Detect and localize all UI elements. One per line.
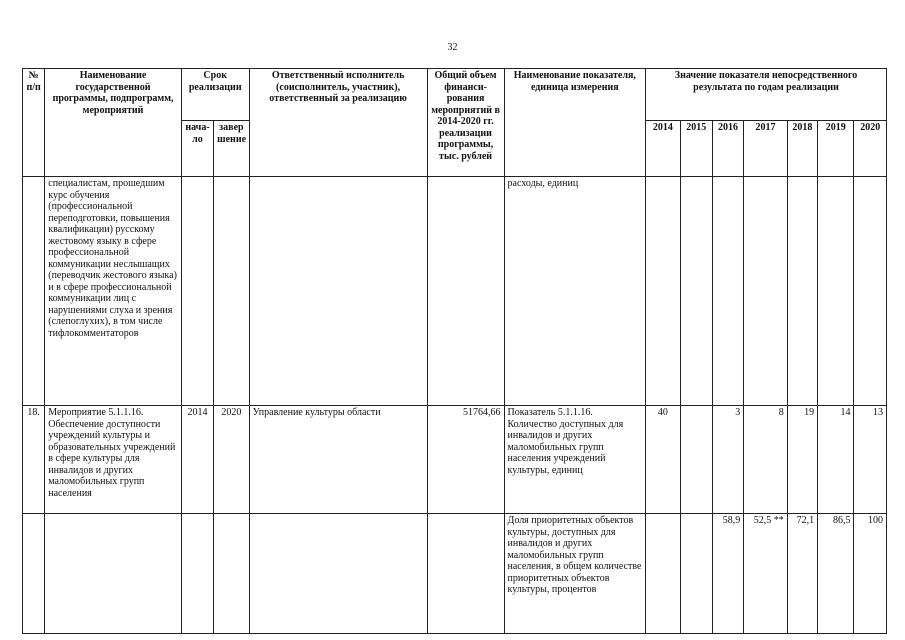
cell-value [680, 406, 712, 514]
header-row-1 [23, 69, 887, 121]
cell-executor: Управление культуры области [249, 406, 427, 514]
cell-indicator: расходы, единиц [504, 177, 646, 406]
cell-value [646, 177, 680, 406]
table-row [23, 514, 887, 634]
program-table [22, 68, 887, 634]
cell-name: Мероприятие 5.1.1.16. Обеспечение доступности учреждений культуры и образовательных учреждений в сфере культуры для инвалидов и других маломобильных групп населения [45, 406, 182, 514]
cell-value: 13 [854, 406, 887, 514]
col-header-num: № п/п [23, 69, 45, 177]
col-header-year: 2017 [744, 121, 788, 177]
cell-value [854, 177, 887, 406]
cell-value: 72,1 [787, 514, 817, 634]
col-header-year: 2016 [712, 121, 743, 177]
cell-value: 3 [712, 406, 743, 514]
cell-end [214, 177, 249, 406]
col-header-year: 2019 [818, 121, 854, 177]
cell-indicator: Доля приоритетных объектов культуры, доступных для инвалидов и других маломобильных групп населения, в общем количестве приоритетных объектов культуры, процентов [504, 514, 646, 634]
col-header-values: Значение показателя непосредственного результата по годам реализации [646, 69, 887, 121]
cell-name [45, 514, 182, 634]
page-number: 32 [447, 42, 458, 53]
cell-value: 86,5 [818, 514, 854, 634]
col-header-start: нача-ло [181, 121, 213, 177]
cell-start [181, 514, 213, 634]
cell-value [680, 177, 712, 406]
cell-value [712, 177, 743, 406]
cell-value: 19 [787, 406, 817, 514]
cell-value [680, 514, 712, 634]
cell-value: 100 [854, 514, 887, 634]
cell-name: специалистам, прошедшим курс обучения (профессиональной переподготовки, повышения квалификации) русскому жестовому языку в сфере профессиональной коммуникации неслышащих (переводчик жестового языка) и в сфере профессиональной коммуникации лиц с нарушениями слуха и зрения (слепоглухих), в том числе тифлокомментаторов [45, 177, 182, 406]
cell-value: 58,9 [712, 514, 743, 634]
cell-executor [249, 514, 427, 634]
cell-value [818, 177, 854, 406]
col-header-end: завер шение [214, 121, 249, 177]
col-header-year: 2018 [787, 121, 817, 177]
cell-indicator: Показатель 5.1.1.16. Количество доступных для инвалидов и других маломобильных групп населения учреждений культуры, единиц [504, 406, 646, 514]
col-header-indicator: Наименование показателя, единица измерения [504, 69, 646, 177]
col-header-executor: Ответственный исполнитель (соисполнитель, участник), ответственный за реализацию [249, 69, 427, 177]
cell-value [744, 177, 788, 406]
cell-executor [249, 177, 427, 406]
cell-volume [427, 514, 504, 634]
cell-value: 40 [646, 406, 680, 514]
cell-num [23, 514, 45, 634]
table-row [23, 177, 887, 406]
cell-start [181, 177, 213, 406]
cell-value: 8 [744, 406, 788, 514]
cell-value: 52,5 ** [744, 514, 788, 634]
col-header-volume: Общий объем финанси-рования мероприятий в 2014-2020 гг. реализации программы, тыс. рублей [427, 69, 504, 177]
cell-value: 14 [818, 406, 854, 514]
cell-num [23, 177, 45, 406]
col-header-year: 2014 [646, 121, 680, 177]
table-row [23, 406, 887, 514]
cell-start: 2014 [181, 406, 213, 514]
cell-end: 2020 [214, 406, 249, 514]
col-header-year: 2020 [854, 121, 887, 177]
cell-num: 18. [23, 406, 45, 514]
cell-volume: 51764,66 [427, 406, 504, 514]
cell-end [214, 514, 249, 634]
col-header-year: 2015 [680, 121, 712, 177]
cell-value [787, 177, 817, 406]
col-header-name: Наименование государственной программы, подпрограмм, мероприятий [45, 69, 182, 177]
cell-volume [427, 177, 504, 406]
col-header-term: Срок реализации [181, 69, 249, 121]
cell-value [646, 514, 680, 634]
